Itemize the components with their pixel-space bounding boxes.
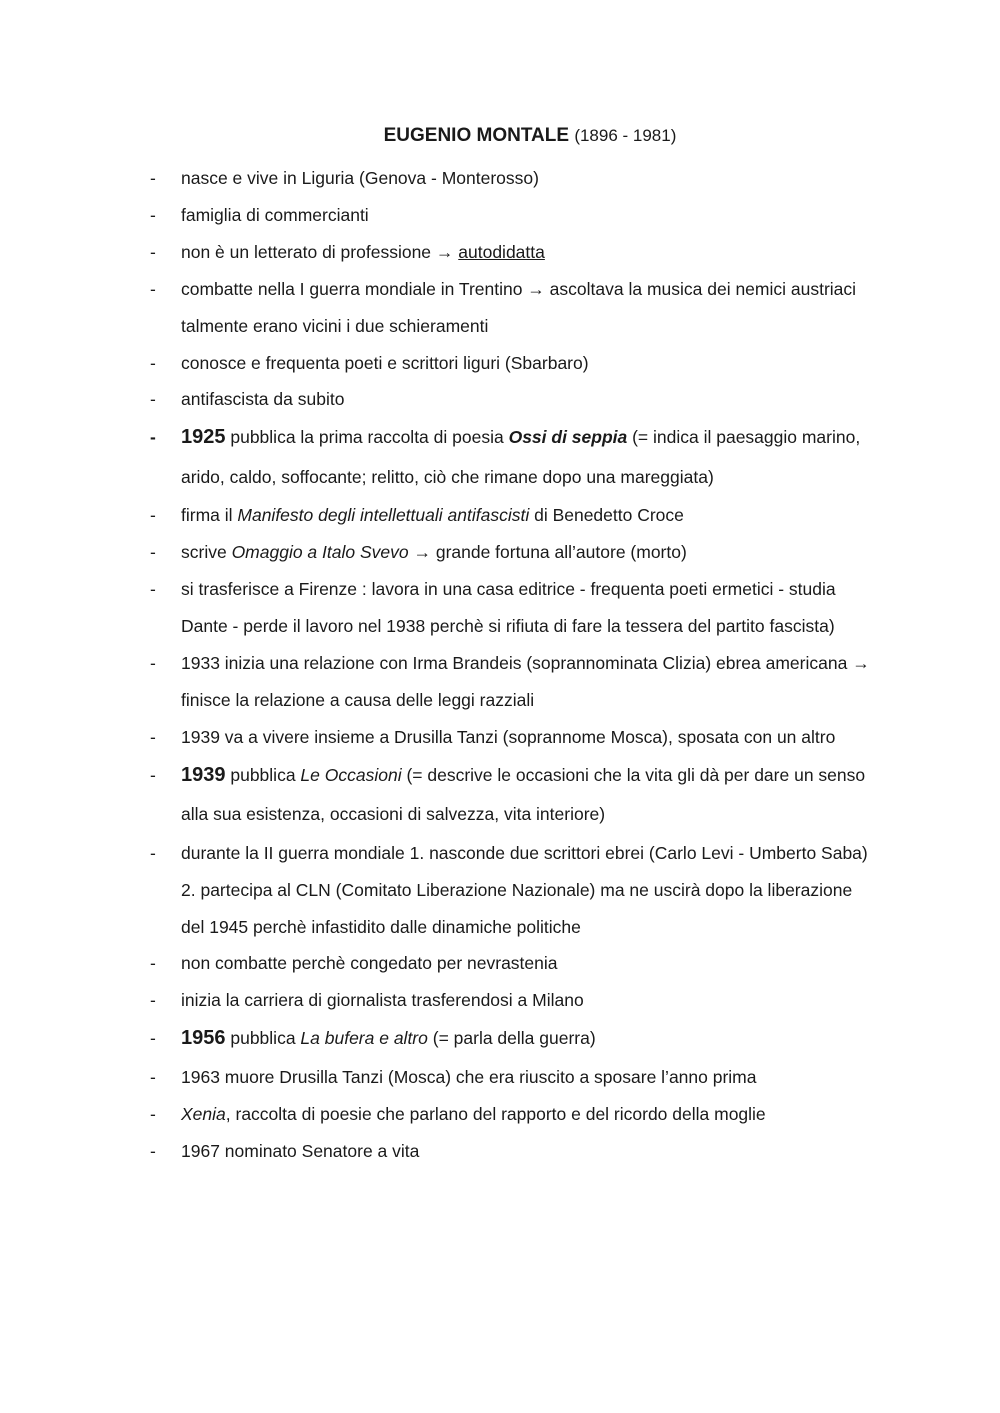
bullet-dash: - [150, 842, 156, 863]
list-item [148, 1019, 878, 1059]
list-item [148, 234, 878, 271]
work-title: La bufera e altro [300, 1028, 428, 1049]
underlined-term: autodidatta [458, 241, 545, 262]
list-item [148, 645, 878, 719]
year-highlight: 1925 [181, 426, 226, 449]
item-text: , raccolta di poesie che parlano del rapporto e del ricordo della moglie [225, 1103, 766, 1124]
list-item [148, 756, 878, 835]
list-item [148, 982, 878, 1019]
bullet-dash: - [150, 168, 156, 188]
bullet-dash: - [150, 505, 156, 526]
bullet-dash: - [150, 953, 156, 974]
list-item [148, 1096, 878, 1133]
list-item [148, 534, 878, 571]
work-title: Ossi di seppia [508, 427, 628, 448]
item-text: pubblica la prima raccolta di poesia [225, 427, 509, 448]
item-text: (= descrive le occasioni che la vita gli dà per dare un senso alla sua esistenza, occasioni di salvezza, vita interiore) [181, 764, 866, 825]
list-item [148, 571, 878, 645]
bullet-dash: - [150, 990, 156, 1011]
item-text: → grande fortuna all’autore (morto) [408, 542, 687, 563]
item-text: 1939 va a vivere insieme a Drusilla Tanzi (soprannome Mosca), sposata con un altro [181, 726, 836, 747]
bullet-dash: - [150, 579, 156, 600]
bullet-dash: - [150, 652, 156, 673]
list-item [148, 835, 878, 946]
item-text: 1963 muore Drusilla Tanzi (Mosca) che era riuscito a sposare l’anno prima [181, 1066, 757, 1087]
bullet-dash: - [150, 427, 156, 448]
item-text: si trasferisce a Firenze : lavora in una casa editrice - frequenta poeti ermetici - studia Dante - perde il lavoro nel 1938 perchè si rifiuta di fare la tessera del partito fascista) [181, 579, 836, 637]
bullet-dash: - [150, 241, 156, 262]
year-highlight: 1939 [181, 763, 226, 786]
item-text: 1967 nominato Senatore a vita [181, 1140, 420, 1161]
bullet-dash: - [150, 1066, 156, 1087]
list-item [148, 418, 878, 497]
item-text: antifascista da subito [181, 389, 345, 410]
bullet-dash: - [150, 204, 156, 225]
item-text: 1933 inizia una relazione con Irma Brandeis (soprannominata Clizia) ebrea americana → finisce la relazione a causa delle leggi razziali [181, 652, 870, 710]
list-item [148, 719, 878, 756]
work-title: Le Occasioni [300, 764, 402, 785]
item-text: di Benedetto Croce [529, 505, 684, 526]
bullet-dash: - [150, 1028, 156, 1049]
bullet-dash: - [150, 352, 156, 373]
bullet-dash: - [150, 726, 156, 747]
item-text: nasce e vive in Liguria (Genova - Monterosso) [181, 168, 539, 188]
list-item [148, 271, 878, 345]
list-item [148, 1133, 878, 1170]
work-title: Manifesto degli intellettuali antifascisti [237, 505, 530, 526]
page-title [0, 122, 1000, 150]
bullet-dash: - [150, 389, 156, 410]
list-item [148, 381, 878, 418]
item-text: non è un letterato di professione → [181, 241, 459, 262]
bullet-dash: - [150, 764, 156, 785]
author-name: EUGENIO MONTALE [383, 125, 570, 146]
item-text: combatte nella I guerra mondiale in Trentino → ascoltava la musica dei nemici austriaci talmente erano vicini i due schieramenti [181, 278, 857, 336]
work-title: Omaggio a Italo Svevo [231, 542, 409, 563]
item-text: (= parla della guerra) [427, 1028, 596, 1049]
bullet-dash: - [150, 542, 156, 563]
list-item [148, 945, 878, 982]
item-text: durante la II guerra mondiale 1. nasconde due scrittori ebrei (Carlo Levi - Umberto Saba) 2. partecipa al CLN (Comitato Liberazione Nazionale) ma ne uscirà dopo la liberazione del 1945 perchè infastidito dalle dinamiche politiche [181, 842, 868, 937]
item-text: conosce e frequenta poeti e scrittori liguri (Sbarbaro) [181, 352, 589, 373]
item-text: pubblica [225, 764, 301, 785]
bullet-dash: - [150, 1140, 156, 1161]
item-text: pubblica [225, 1028, 301, 1049]
work-title: Xenia [181, 1103, 226, 1124]
item-text: firma il [181, 505, 238, 526]
list-item [148, 1059, 878, 1096]
item-text: non combatte perchè congedato per nevrastenia [181, 953, 558, 974]
list-item [148, 345, 878, 382]
author-dates: (1896 - 1981) [574, 126, 677, 145]
item-text: (= indica il paesaggio marino, arido, caldo, soffocante; relitto, ciò che rimane dopo una mareggiata) [181, 427, 861, 487]
list-item [148, 160, 878, 197]
item-text: scrive [181, 542, 232, 563]
biography-list [148, 160, 878, 1169]
bullet-dash: - [150, 1103, 156, 1124]
bullet-dash: - [150, 278, 156, 299]
item-text: famiglia di commercianti [181, 204, 369, 225]
year-highlight: 1956 [181, 1027, 226, 1050]
list-item [148, 197, 878, 234]
list-item [148, 497, 878, 534]
item-text: inizia la carriera di giornalista trasferendosi a Milano [181, 990, 584, 1011]
